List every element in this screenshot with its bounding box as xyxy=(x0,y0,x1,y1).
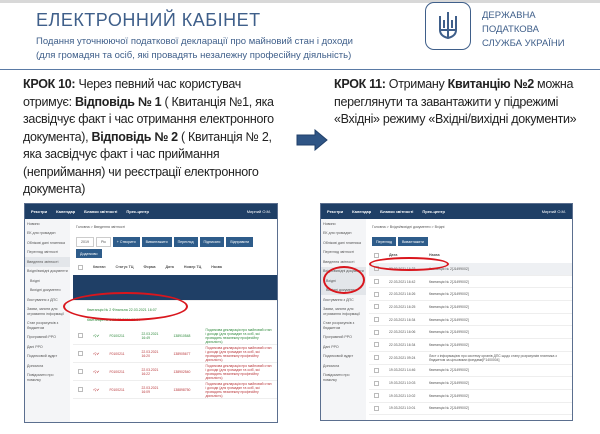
org-line: СЛУЖБА УКРАЇНИ xyxy=(482,38,565,49)
table-row[interactable] xyxy=(369,288,572,301)
table-header xyxy=(73,260,277,275)
cell-date: 22.03.2021 16:33 xyxy=(389,266,416,271)
cell-date: 22.03.2021 16:34 xyxy=(389,342,416,347)
sidebar-item[interactable]: Облікові дані платника xyxy=(323,240,362,245)
column-header[interactable]: Назва xyxy=(429,253,440,257)
sidebar-item[interactable]: Новини xyxy=(27,221,40,226)
sidebar-item[interactable]: Податковий аудит xyxy=(323,354,354,358)
sidebar-item[interactable]: Повідомити про помилку xyxy=(323,373,350,382)
sidebar-item[interactable]: Стан розрахунків з бюджетом xyxy=(323,321,355,330)
sidebar-item[interactable]: Заяви, запити для отримання інформації xyxy=(323,307,361,316)
cell: 22.03.2021 16:20 xyxy=(141,349,159,358)
checkbox[interactable] xyxy=(78,265,83,270)
sidebar-item[interactable]: Повідомити про помилку xyxy=(27,373,54,382)
table-row[interactable] xyxy=(369,326,572,339)
year-select[interactable]: 2019 xyxy=(76,237,94,247)
bold-text: Відповідь № 2 xyxy=(91,129,178,144)
toolbar-button[interactable]: Підписати xyxy=(200,237,225,247)
cell-name: Податкова декларація про майновий стан і доходи (для громадян та осіб, які провадять незалежну професійну діяльність) xyxy=(205,345,272,362)
toolbar-button[interactable]: Перегляд xyxy=(372,237,396,246)
column-header[interactable]: Дата xyxy=(389,253,398,257)
cell-name: Квитанція № 2[J1499002] xyxy=(429,292,469,297)
column-header[interactable]: Квитан xyxy=(93,265,106,269)
cell-date: 19.03.2021 10:03 xyxy=(389,381,416,386)
arrow-right-icon xyxy=(296,129,328,156)
screenshot-inbox xyxy=(320,203,573,421)
checkbox[interactable] xyxy=(78,387,83,392)
checkbox[interactable] xyxy=(374,406,379,411)
status-icon: ›⚲✔ xyxy=(93,387,100,392)
step-label: КРОК 10: xyxy=(23,77,76,91)
sidebar xyxy=(321,219,366,420)
table-row[interactable] xyxy=(369,352,572,365)
sidebar-item[interactable]: Допомога xyxy=(27,363,44,368)
checkbox[interactable] xyxy=(374,317,379,322)
checkbox[interactable] xyxy=(374,342,379,347)
table-row[interactable] xyxy=(369,365,572,378)
sidebar-item[interactable]: Листування з ДПС xyxy=(27,297,58,302)
text: Отриману xyxy=(385,77,448,91)
nav-item[interactable]: Календар xyxy=(56,209,76,214)
toolbar-button[interactable]: Відправити xyxy=(226,237,253,247)
checkbox[interactable] xyxy=(374,381,379,386)
toolbar-button[interactable]: Вивантажити xyxy=(142,237,172,247)
sidebar-item[interactable]: Допомога xyxy=(323,363,340,368)
cell: 138910548 xyxy=(173,333,191,338)
cell: 22.03.2021 16:22 xyxy=(141,367,159,376)
org-line: ДЕРЖАВНА xyxy=(482,10,536,21)
nav-item[interactable]: Прес-центр xyxy=(126,209,149,214)
toolbar-button[interactable]: Вивантажити xyxy=(398,237,428,246)
sidebar-item[interactable]: Вихідні документи xyxy=(321,286,366,296)
table-row[interactable] xyxy=(369,301,572,314)
sidebar-item[interactable]: Вхідні/вихідні документи xyxy=(27,269,68,273)
table-row[interactable] xyxy=(73,345,277,363)
page-subtitle xyxy=(36,35,353,63)
cell-name: Податкова декларація про майновий стан і доходи (для громадян та осіб, які провадять незалежну професійну діяльність) xyxy=(205,363,272,380)
cell-name: Квитанція № 2[J1499002] xyxy=(429,368,469,373)
checkbox[interactable] xyxy=(374,368,379,373)
sidebar-item[interactable]: Листування з ДПС xyxy=(323,297,354,302)
sidebar-item[interactable]: Вхідні/вихідні документи xyxy=(321,267,366,277)
sidebar-item[interactable]: Введення звітності xyxy=(323,259,355,264)
cell-name: Квитанція № 2[J1499002] xyxy=(429,266,469,271)
cell-name: Квитанція № 2[J1499002] xyxy=(429,304,469,309)
cell-date: 22.03.2021 16:42 xyxy=(389,279,416,284)
cell: 138898750 xyxy=(173,387,191,392)
sidebar-item[interactable]: Вхідні xyxy=(321,276,366,286)
sidebar-item[interactable]: Вихідні документи xyxy=(30,288,61,292)
table-row[interactable] xyxy=(369,390,572,403)
table-row[interactable] xyxy=(73,381,277,399)
screenshot-reporting xyxy=(24,203,278,423)
text: ( Квитанція № 2, яка засвідчує факт і час приймання (неприймання) чи реєстрації електронного документа) xyxy=(23,129,272,196)
cell-date: 22.03.2021 16:34 xyxy=(389,317,416,322)
cell: F0100211 xyxy=(109,333,125,338)
sidebar-item[interactable]: ЕК для громадян xyxy=(323,231,352,235)
cell-date: 19.03.2021 10:02 xyxy=(389,393,416,398)
toolbar xyxy=(369,235,572,248)
toolbar xyxy=(73,235,277,260)
top-border xyxy=(0,0,600,3)
table-body xyxy=(73,327,277,399)
cell-date: 22.03.2021 09:24 xyxy=(389,355,416,360)
cell-date: 22.03.2021 16:25 xyxy=(389,304,416,309)
nav-item[interactable]: Реєстри xyxy=(327,209,344,214)
column-header[interactable]: Номер ТЦ xyxy=(183,265,202,269)
org-name xyxy=(482,9,565,51)
status-icon: ›⚲✔ xyxy=(93,351,100,356)
text: Через певний час користувач отримує: xyxy=(23,77,241,109)
user-name[interactable]: Мирний О.М. xyxy=(541,209,566,214)
sidebar-item[interactable]: Дані РРО xyxy=(323,344,339,349)
sidebar-item[interactable]: Введення звітності xyxy=(25,257,70,267)
column-header[interactable]: Статус ТЦ xyxy=(115,265,134,269)
cell-name: Квитанція № 2[J1499002] xyxy=(429,330,469,335)
top-nav xyxy=(25,204,277,219)
checkbox[interactable] xyxy=(374,292,379,297)
sidebar-item[interactable]: Програмний РРО xyxy=(323,335,352,339)
table-row[interactable] xyxy=(73,327,277,345)
checkbox[interactable] xyxy=(374,355,379,360)
cell-name: Лист з інформацією про систему органів ДПС щодо стану розрахунків платника з бюджетом за цільовими фондами[F1400004] xyxy=(429,353,557,362)
checkbox[interactable] xyxy=(374,279,379,284)
breadcrumb: Головна > Введення звітності xyxy=(76,225,126,229)
receipt-item[interactable]: Квитанція № 1 22.03.2021 16:04 xyxy=(87,318,141,322)
sidebar-item[interactable]: Стан розрахунків з бюджетом xyxy=(27,321,59,330)
checkbox[interactable] xyxy=(78,351,83,356)
table-row[interactable] xyxy=(369,403,572,416)
trident-logo-icon xyxy=(425,2,471,50)
cell-name: Квитанція № 2[J1499002] xyxy=(429,393,469,398)
column-header[interactable]: Назва xyxy=(211,265,222,269)
user-name[interactable]: Мирний О.М. xyxy=(246,209,271,214)
checkbox[interactable] xyxy=(374,393,379,398)
org-line: ПОДАТКОВА xyxy=(482,24,540,35)
column-header[interactable]: Дата xyxy=(165,265,174,269)
text: ( Квитанція №1, яка засвідчує факт і час отримання електронного документа), xyxy=(23,94,274,144)
nav-item[interactable]: Бланки звітності xyxy=(84,209,118,214)
checkbox[interactable] xyxy=(374,330,379,335)
sidebar-item[interactable]: Облікові дані платника xyxy=(27,240,66,245)
table-row[interactable] xyxy=(369,276,572,289)
cell-name: Податкова декларація про майновий стан і доходи (для громадян та осіб, які провадять незалежну професійну діяльність) xyxy=(205,381,272,398)
nav-item[interactable]: Прес-центр xyxy=(422,209,445,214)
text: можна переглянути та завантажити у підрежимі «Вхідні» режиму «Вхідні/вихідні документи» xyxy=(334,77,577,126)
status-icon: ›⚲✔ xyxy=(93,369,100,374)
cell: 138902540 xyxy=(173,369,191,374)
bold-text: Квитанцію №2 xyxy=(447,77,534,91)
cell-date: 22.03.2021 16:06 xyxy=(389,330,416,335)
main-content xyxy=(369,219,572,420)
subtitle-line: Подання уточнюючої податкової декларації про майновий стан і доходи xyxy=(36,36,353,47)
highlight-oval xyxy=(63,292,188,321)
sidebar-item[interactable]: Перегляд звітності xyxy=(323,250,355,254)
toolbar-button[interactable]: Додатково xyxy=(76,249,102,258)
sidebar-item[interactable]: Заяви, запити для отримання інформації xyxy=(27,307,65,316)
cell: 22.03.2021 16:49 xyxy=(141,331,159,340)
cell-name: Квитанція № 2[J1499002] xyxy=(429,317,469,322)
toolbar-button[interactable]: + Створити xyxy=(113,237,140,247)
cell-date: 19.03.2021 14:46 xyxy=(389,368,416,373)
highlight-oval xyxy=(369,257,449,271)
nav-item[interactable]: Бланки звітності xyxy=(380,209,414,214)
checkbox[interactable] xyxy=(78,369,83,374)
subtitle-line: (для громадян та осіб, які провадять незалежну професійну діяльність) xyxy=(36,50,352,61)
column-header[interactable]: Форма xyxy=(143,265,156,269)
cell-name: Квитанція № 2[J1499002] xyxy=(429,406,469,411)
cell-date: 22.03.2021 16:26 xyxy=(389,292,416,297)
receipt-item[interactable]: Квитанція № 2 Фінальна 22.03.2021 16:07 xyxy=(87,308,157,312)
cell-name: Квитанція № 2[J1499002] xyxy=(429,342,469,347)
cell-name: Податкова декларація про майновий стан і доходи (для громадян та осіб, які провадять незалежну професійну діяльність) xyxy=(205,327,272,344)
cell: 22.03.2021 16:09 xyxy=(141,385,159,394)
table-row[interactable] xyxy=(369,314,572,327)
cell: 138905677 xyxy=(173,351,191,356)
table-row[interactable] xyxy=(73,363,277,381)
sidebar-item[interactable]: Перегляд звітності xyxy=(27,250,59,254)
nav-item[interactable]: Календар xyxy=(352,209,372,214)
checkbox[interactable] xyxy=(374,253,379,258)
top-nav xyxy=(321,204,572,219)
sidebar-item[interactable]: Податковий аудит xyxy=(27,354,58,358)
checkbox[interactable] xyxy=(374,304,379,309)
cell: F0100211 xyxy=(109,351,125,356)
sidebar-item[interactable]: ЕК для громадян xyxy=(27,231,56,235)
step-11-text xyxy=(334,76,579,129)
cell-date: 19.03.2021 10:01 xyxy=(389,406,416,411)
cell: F0100211 xyxy=(109,369,125,374)
sidebar-item[interactable]: Вхідні xyxy=(30,278,40,283)
step-label: КРОК 11: xyxy=(334,77,386,91)
main-content xyxy=(73,219,277,422)
cell-name: Квитанція № 2[J1499002] xyxy=(429,279,469,284)
sidebar-item[interactable]: Дані РРО xyxy=(27,344,43,349)
sidebar-item[interactable]: Програмний РРО xyxy=(27,335,56,339)
period-select[interactable]: Рік xyxy=(96,237,111,247)
table-row[interactable] xyxy=(369,377,572,390)
sidebar xyxy=(25,219,70,422)
header-divider xyxy=(0,69,600,70)
breadcrumb: Головна > Вхідні/вихідні документи > Вхідні xyxy=(372,225,445,229)
page-title: ЕЛЕКТРОННИЙ КАБІНЕТ xyxy=(36,10,261,30)
sidebar-item[interactable]: Новини xyxy=(323,221,336,226)
toolbar-button[interactable]: Перегляд xyxy=(174,237,198,247)
cell: F0100211 xyxy=(109,387,125,392)
table-body xyxy=(369,263,572,415)
cell-name: Квитанція № 2[J1499002] xyxy=(429,381,469,386)
bold-text: Відповідь № 1 xyxy=(74,94,162,109)
status-icon: ›⚲✔ xyxy=(93,333,100,338)
nav-item[interactable]: Реєстри xyxy=(31,209,48,214)
step-10-text xyxy=(23,76,291,199)
checkbox[interactable] xyxy=(78,333,83,338)
highlight-oval xyxy=(323,266,365,294)
table-row[interactable] xyxy=(369,339,572,352)
